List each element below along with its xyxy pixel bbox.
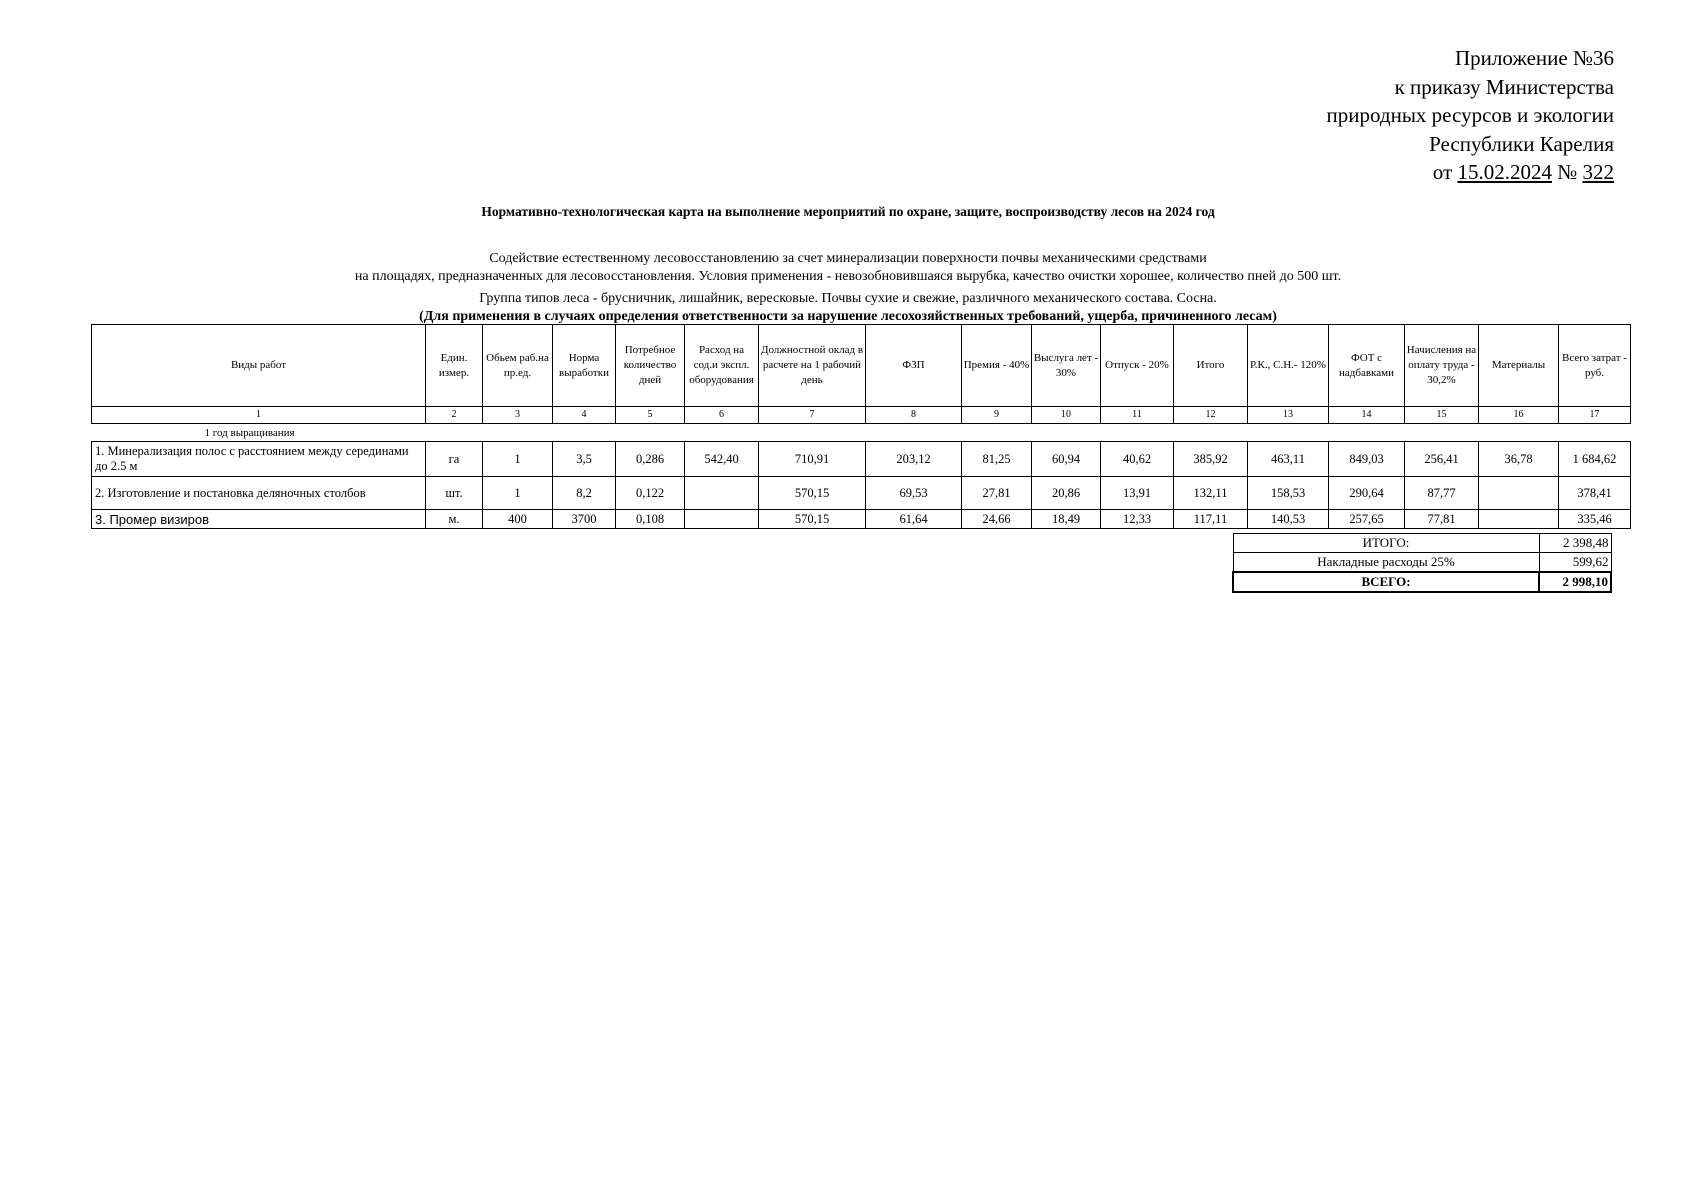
column-number: 5 xyxy=(616,407,685,424)
table-cell: 0,122 xyxy=(616,477,685,510)
table-cell: м. xyxy=(426,510,483,529)
table-cell: 3700 xyxy=(553,510,616,529)
header-cell: ФОТ с надбавками xyxy=(1329,325,1405,407)
description-line-4: (Для применения в случаях определения ответственности за нарушение лесохозяйственных требований, ущерба, причиненного лесам) xyxy=(419,309,1277,324)
table-cell: 290,64 xyxy=(1329,477,1405,510)
column-number: 9 xyxy=(962,407,1032,424)
column-number: 6 xyxy=(685,407,759,424)
table-cell: 1 xyxy=(483,477,553,510)
table-cell: 0,108 xyxy=(616,510,685,529)
cost-table xyxy=(91,324,1631,529)
appendix-line-1: Приложение №36 xyxy=(1455,46,1614,70)
totals-table xyxy=(1232,533,1612,593)
column-number: 8 xyxy=(866,407,962,424)
column-number: 12 xyxy=(1174,407,1248,424)
table-cell: 69,53 xyxy=(866,477,962,510)
table-cell: 24,66 xyxy=(962,510,1032,529)
vsego-value: 2 998,10 xyxy=(1539,572,1611,592)
table-cell: 542,40 xyxy=(685,442,759,477)
table-row xyxy=(92,477,1631,510)
header-cell: Един. измер. xyxy=(426,325,483,407)
itogo-row xyxy=(1233,534,1611,553)
table-cell: 13,91 xyxy=(1101,477,1174,510)
date-prefix: от xyxy=(1432,160,1458,184)
table-cell xyxy=(685,510,759,529)
appendix-line-3: природных ресурсов и экологии xyxy=(1326,103,1614,127)
itogo-label: ИТОГО: xyxy=(1233,534,1539,553)
header-cell: ФЗП xyxy=(866,325,962,407)
overhead-label: Накладные расходы 25% xyxy=(1233,553,1539,573)
table-cell: 36,78 xyxy=(1479,442,1559,477)
work-type-cell: 2. Изготовление и постановка деляночных столбов xyxy=(92,477,426,510)
description-line-2: на площадях, предназначенных для лесовосстановления. Условия применения - невозобновившаяся вырубка, качество очистки хорошее, количество пней до 500 шт. xyxy=(354,269,1342,284)
header-cell: Начисления на оплату труда - 30,2% xyxy=(1405,325,1479,407)
table-cell: 20,86 xyxy=(1032,477,1101,510)
table-cell: 378,41 xyxy=(1559,477,1631,510)
table-row xyxy=(92,442,1631,477)
table-cell: 87,77 xyxy=(1405,477,1479,510)
table-cell: 0,286 xyxy=(616,442,685,477)
table-cell: 18,49 xyxy=(1032,510,1101,529)
appendix-line-2: к приказу Министерства xyxy=(1394,74,1614,99)
header-cell: Норма выработки xyxy=(553,325,616,407)
header-cell: Отпуск - 20% xyxy=(1101,325,1174,407)
table-cell: 27,81 xyxy=(962,477,1032,510)
table-cell: 400 xyxy=(483,510,553,529)
order-number: 322 xyxy=(1582,160,1614,184)
column-number-row xyxy=(92,407,1631,424)
table-cell: 710,91 xyxy=(759,442,866,477)
table-cell: шт. xyxy=(426,477,483,510)
header-cell: Выслуга лет - 30% xyxy=(1032,325,1101,407)
appendix-date-line xyxy=(1327,158,1614,187)
description-line-3: Группа типов леса - брусничник, лишайник, вересковые. Почвы сухие и свежие, различного механического состава. Сосна. xyxy=(479,291,1217,306)
table-cell: 140,53 xyxy=(1248,510,1329,529)
header-cell: Итого xyxy=(1174,325,1248,407)
table-cell: 463,11 xyxy=(1248,442,1329,477)
table-cell: 1 684,62 xyxy=(1559,442,1631,477)
header-cell: Материалы xyxy=(1479,325,1559,407)
section-row xyxy=(92,424,1631,442)
table-cell: 257,65 xyxy=(1329,510,1405,529)
document-title: Нормативно-технологическая карта на выполнение мероприятий по охране, защите, воспроизводству лесов на 2024 год xyxy=(481,204,1215,219)
overhead-value: 599,62 xyxy=(1539,553,1611,573)
appendix-line-4: Республики Карелия xyxy=(1429,131,1614,156)
column-number: 17 xyxy=(1559,407,1631,424)
table-cell: 77,81 xyxy=(1405,510,1479,529)
table-cell: 1 xyxy=(483,442,553,477)
table-cell: 849,03 xyxy=(1329,442,1405,477)
work-type-cell: 3. Промер визиров xyxy=(92,510,426,529)
header-cell: Расход на сод.и экспл. оборудования xyxy=(685,325,759,407)
vsego-row xyxy=(1233,572,1611,592)
table-cell: 158,53 xyxy=(1248,477,1329,510)
header-cell: Всего затрат - руб. xyxy=(1559,325,1631,407)
column-number: 13 xyxy=(1248,407,1329,424)
header-row xyxy=(92,325,1631,407)
order-date: 15.02.2024 xyxy=(1457,160,1552,184)
column-number: 16 xyxy=(1479,407,1559,424)
appendix-header xyxy=(1327,44,1614,187)
table-cell xyxy=(1479,510,1559,529)
table-cell: га xyxy=(426,442,483,477)
table-cell: 117,11 xyxy=(1174,510,1248,529)
column-number: 10 xyxy=(1032,407,1101,424)
table-cell: 203,12 xyxy=(866,442,962,477)
header-cell: Р.К., С.Н.- 120% xyxy=(1248,325,1329,407)
description-line-1: Содействие естественному лесовосстановлению за счет минерализации поверхности почвы механическими средствами xyxy=(489,251,1207,266)
column-number: 7 xyxy=(759,407,866,424)
work-type-cell: 1. Минерализация полос с расстоянием между серединами до 2.5 м xyxy=(92,442,426,477)
table-cell: 8,2 xyxy=(553,477,616,510)
column-number: 1 xyxy=(92,407,426,424)
table-cell: 60,94 xyxy=(1032,442,1101,477)
table-cell: 385,92 xyxy=(1174,442,1248,477)
column-number: 14 xyxy=(1329,407,1405,424)
table-cell xyxy=(685,477,759,510)
overhead-row xyxy=(1233,553,1611,573)
header-cell: Потребное количество дней xyxy=(616,325,685,407)
table-cell: 570,15 xyxy=(759,477,866,510)
table-cell: 40,62 xyxy=(1101,442,1174,477)
vsego-label: ВСЕГО: xyxy=(1233,572,1539,592)
table-cell: 3,5 xyxy=(553,442,616,477)
table-cell: 256,41 xyxy=(1405,442,1479,477)
table-row xyxy=(92,510,1631,529)
table-cell: 335,46 xyxy=(1559,510,1631,529)
column-number: 11 xyxy=(1101,407,1174,424)
header-cell: Виды работ xyxy=(92,325,426,407)
column-number: 2 xyxy=(426,407,483,424)
column-number: 3 xyxy=(483,407,553,424)
header-cell: Обьем раб.на пр.ед. xyxy=(483,325,553,407)
table-cell xyxy=(1479,477,1559,510)
itogo-value: 2 398,48 xyxy=(1539,534,1611,553)
table-cell: 132,11 xyxy=(1174,477,1248,510)
column-number: 4 xyxy=(553,407,616,424)
table-cell: 570,15 xyxy=(759,510,866,529)
section-label: 1 год выращивания xyxy=(204,426,295,439)
table-cell: 61,64 xyxy=(866,510,962,529)
header-cell: Премия - 40% xyxy=(962,325,1032,407)
column-number: 15 xyxy=(1405,407,1479,424)
number-prefix: № xyxy=(1551,160,1583,184)
table-cell: 12,33 xyxy=(1101,510,1174,529)
table-cell: 81,25 xyxy=(962,442,1032,477)
header-cell: Должностной оклад в расчете на 1 рабочий день xyxy=(759,325,866,407)
